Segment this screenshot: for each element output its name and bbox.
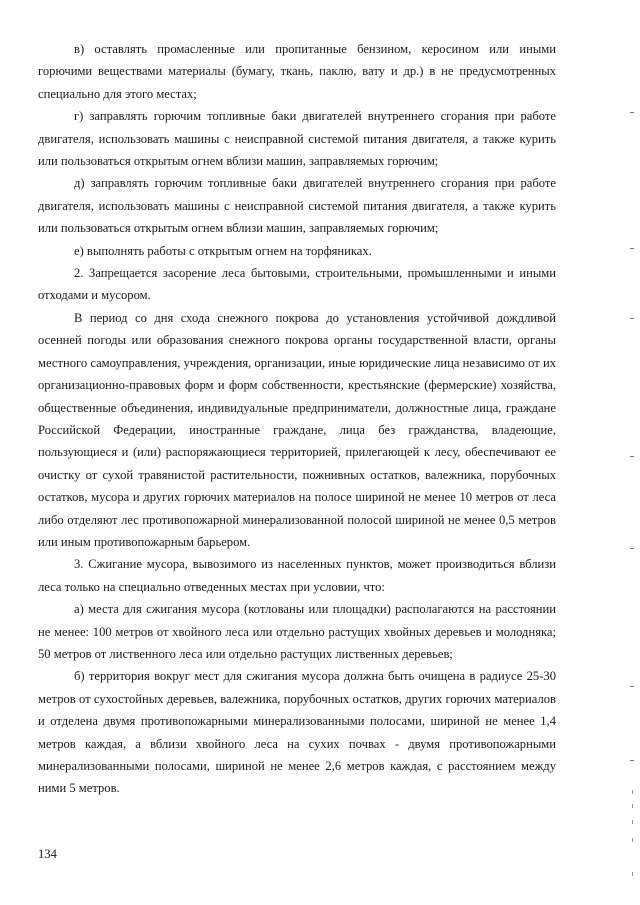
paragraph-item-e: е) выполнять работы с открытым огнем на торфяниках. <box>74 243 372 258</box>
paragraph-item-d: д) заправлять горючим топливные баки двигателей внутреннего сгорания при работе двигателя, использовать машины с неисправной системой питания двигателя, а также курить или пользоваться открытым огнем вблизи машин, заправляемых горючим; <box>38 176 556 236</box>
scan-edge-mark <box>632 872 633 876</box>
scan-edge-mark <box>630 456 634 457</box>
scan-edge-mark <box>630 760 634 761</box>
scan-edge-mark <box>630 686 634 687</box>
paragraph-item-v: в) оставлять промасленные или пропитанные бензином, керосином или иными горючими веществами материалы (бумагу, ткань, паклю, вату и др.) в не предусмотренных специально для этого местах; <box>38 42 556 101</box>
scan-edge-mark <box>630 318 634 319</box>
scan-edge-mark <box>632 838 633 842</box>
scan-edge-mark <box>632 790 633 794</box>
paragraph-item-a: а) места для сжигания мусора (котлованы или площадки) располагаются на расстоянии не менее: 100 метров от хвойного леса или отдельно растущих хвойных деревьев и молодняка; 50 метров от лиственного леса или отдельно растущих лиственных деревьев; <box>38 602 556 661</box>
paragraph-item-b: б) территория вокруг мест для сжигания мусора должна быть очищена в радиусе 25-30 метров от сухостойных деревьев, валежника, порубочных остатков, других горючих материалов и отделена двумя противопожарными минерализованными полосами, шириной не менее 1,4 метров каждая, а вблизи хвойного леса на сухих почвах - двумя противопожарными минерализованными полосами, шириной не менее 2,6 метров каждая, с расстоянием между ними 5 метров. <box>38 669 556 796</box>
paragraph-item-g: г) заправлять горючим топливные баки двигателей внутреннего сгорания при работе двигателя, использовать машины с неисправной системой питания двигателя, а также курить или пользоваться открытым огнем вблизи машин, заправляемых горючим; <box>38 109 556 169</box>
scan-edge-mark <box>630 248 634 249</box>
scan-edge-mark <box>630 548 634 549</box>
scan-edge-mark <box>630 112 634 113</box>
paragraph-clearing-period: В период со дня схода снежного покрова до установления устойчивой дождливой осенней погоды или образования снежного покрова органы государственной власти, органы местного самоуправления, учреждения, организации, иные юридические лица независимо от их организационно-правовых форм и форм собственности, крестьянские (фермерские) хозяйства, общественные объединения, индивидуальные предприниматели, должностные лица, граждане Российской Федерации, иностранные граждане, лица без гражданства, владеющие, пользующиеся и (или) распоряжающиеся территорией, прилегающей к лесу, обеспечивают ее очистку от сухой травянистой растительности, пожнивных остатков, валежника, порубочных остатков, мусора и других горючих материалов на полосе шириной не менее 10 метров от леса либо отделяют лес противопожарной минерализованной полосой шириной не менее 0,5 метров или иным противопожарным барьером. <box>38 310 556 549</box>
scan-edge-mark <box>632 820 633 824</box>
paragraph-section-2: 2. Запрещается засорение леса бытовыми, строительными, промышленными и иными отходами и мусором. <box>38 266 556 303</box>
paragraph-section-3: 3. Сжигание мусора, вывозимого из населенных пунктов, может производиться вблизи леса только на специально отведенных местах при условии, что: <box>38 557 556 594</box>
scan-edge-mark <box>632 804 633 808</box>
document-body <box>38 38 556 800</box>
page-number: 134 <box>38 847 57 861</box>
